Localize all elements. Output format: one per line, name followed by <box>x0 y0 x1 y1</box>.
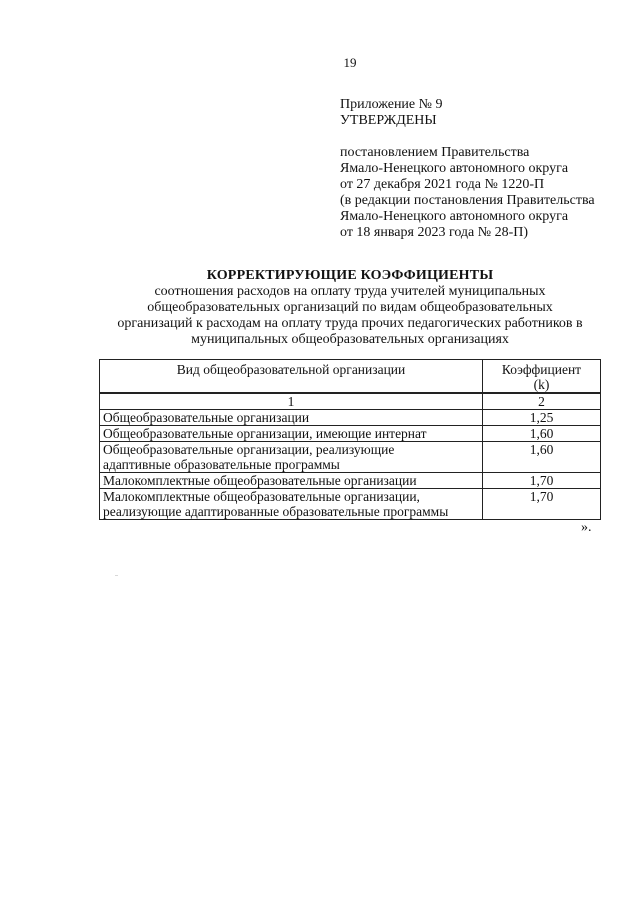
appendix-label: Приложение № 9 <box>340 97 443 112</box>
coefficient-cell: 1,25 <box>483 410 601 426</box>
coefficient-cell: 1,70 <box>483 473 601 489</box>
org-type-cell: Общеобразовательные организации <box>100 410 483 426</box>
page-number: 19 <box>343 55 357 70</box>
approval-line: Ямало-Ненецкого автономного округа <box>340 209 569 224</box>
title-line: организаций к расходам на оплату труда прочих педагогических работников в <box>117 316 583 331</box>
header-coefficient <box>483 360 601 394</box>
approval-line: (в редакции постановления Правительства <box>340 193 595 208</box>
header-coefficient-label: Коэффициент <box>501 362 582 377</box>
approval-line: от 18 января 2023 года № 28-П) <box>340 225 529 240</box>
header-coefficient-symbol: (k) <box>533 377 550 392</box>
table-row <box>100 410 601 426</box>
org-type-cell: Малокомплектные общеобразовательные организации, реализующие адаптированные образовательные программы <box>100 489 483 520</box>
title-line: общеобразовательных организаций по видам общеобразовательных <box>147 300 553 315</box>
title-heading: КОРРЕКТИРУЮЩИЕ КОЭФФИЦИЕНТЫ <box>206 268 494 283</box>
closing-quote: ». <box>581 520 592 535</box>
approved-label: УТВЕРЖДЕНЫ <box>340 113 437 128</box>
table-row <box>100 489 601 520</box>
header-org-type: Вид общеобразовательной организации <box>100 360 483 394</box>
title-line: соотношения расходов на оплату труда учителей муниципальных <box>154 284 546 299</box>
scan-artifact <box>115 575 118 576</box>
document-title <box>80 268 620 348</box>
approval-header <box>340 97 630 241</box>
org-type-cell: Общеобразовательные организации, реализующие адаптивные образовательные программы <box>100 442 483 473</box>
approval-line: от 27 декабря 2021 года № 1220-П <box>340 177 545 192</box>
coefficient-cell: 1,70 <box>483 489 601 520</box>
table-row <box>100 473 601 489</box>
coefficients-table <box>99 359 601 520</box>
coefficient-cell: 1,60 <box>483 426 601 442</box>
org-type-cell: Малокомплектные общеобразовательные организации <box>100 473 483 489</box>
approval-line: постановлением Правительства <box>340 145 530 160</box>
table-row <box>100 426 601 442</box>
table-header-row <box>100 360 601 394</box>
coefficient-cell: 1,60 <box>483 442 601 473</box>
title-line: муниципальных общеобразовательных организациях <box>191 332 509 347</box>
column-numbering-row <box>100 393 601 410</box>
column-number: 1 <box>100 393 483 410</box>
org-type-cell: Общеобразовательные организации, имеющие интернат <box>100 426 483 442</box>
approval-line: Ямало-Ненецкого автономного округа <box>340 161 569 176</box>
column-number: 2 <box>483 393 601 410</box>
table-row <box>100 442 601 473</box>
